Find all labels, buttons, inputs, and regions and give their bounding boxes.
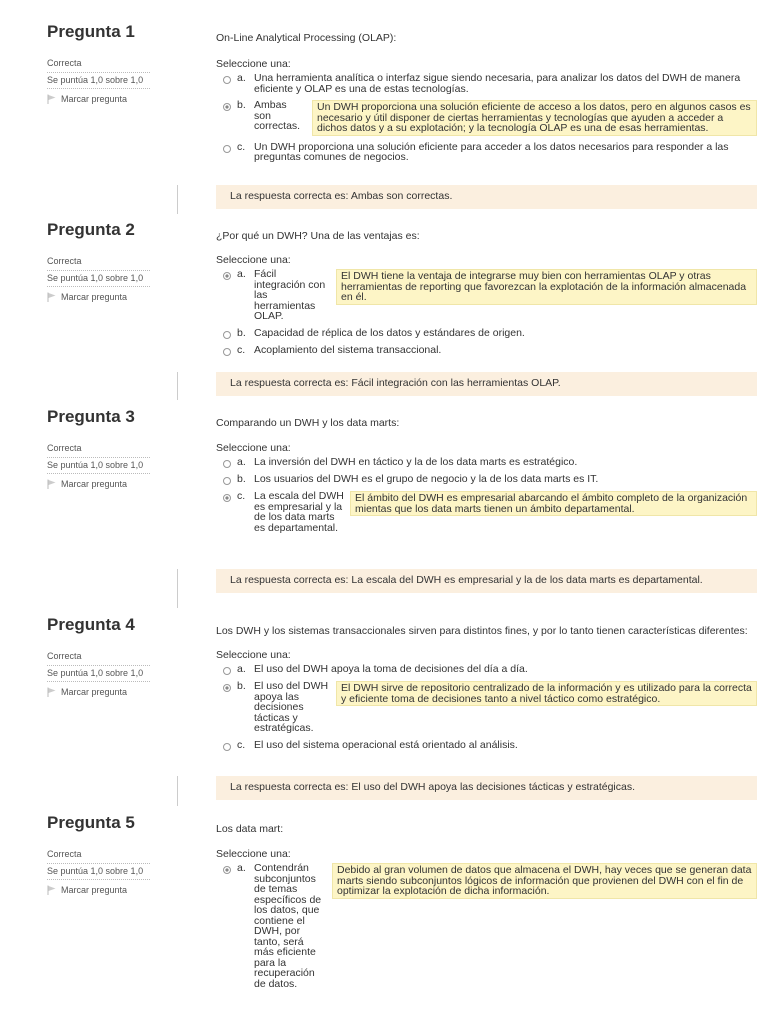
option-letter: a. xyxy=(237,72,246,84)
answer-option-b[interactable] xyxy=(216,328,757,339)
select-prompt: Seleccione una: xyxy=(216,442,291,454)
select-prompt: Seleccione una: xyxy=(216,58,291,70)
question-grade: Se puntúa 1,0 sobre 1,0 xyxy=(47,866,150,880)
flag-question-link[interactable] xyxy=(47,687,150,697)
question-state: Correcta xyxy=(47,443,150,458)
question-text: Comparando un DWH y los data marts: xyxy=(216,417,400,429)
option-letter: a. xyxy=(237,456,246,468)
option-text: El uso del sistema operacional está orientado al análisis. xyxy=(254,738,518,751)
option-text: Contendrán subconjuntos de temas específicos de los datos, que contiene el DWH, por tanto, será más eficiente para la recuperación de datos. xyxy=(254,862,322,990)
radio-button-selected[interactable] xyxy=(223,866,231,874)
answer-list xyxy=(216,269,757,356)
option-letter: c. xyxy=(237,343,246,356)
right-answer-box: La respuesta correcta es: Fácil integración con las herramientas OLAP. xyxy=(216,372,757,396)
radio-button[interactable] xyxy=(223,76,231,84)
radio-button[interactable] xyxy=(223,145,231,153)
option-text: Los usuarios del DWH es el grupo de negocio y la de los data marts es IT. xyxy=(254,473,599,485)
question-content-5 xyxy=(216,823,757,995)
flag-label: Marcar pregunta xyxy=(61,687,128,697)
option-text: La escala del DWH es empresarial y la de los data marts es departamental. xyxy=(254,490,344,534)
radio-button-selected[interactable] xyxy=(223,684,231,692)
answer-option-a[interactable] xyxy=(216,863,757,989)
flag-icon xyxy=(47,292,56,302)
option-text: Capacidad de réplica de los datos y estándares de origen. xyxy=(254,326,525,339)
question-grade: Se puntúa 1,0 sobre 1,0 xyxy=(47,273,150,287)
question-state: Correcta xyxy=(47,651,150,666)
option-text: Un DWH proporciona una solución eficiente para acceder a los datos necesarios para responder a las preguntas comunes de negocios. xyxy=(254,140,729,163)
radio-button[interactable] xyxy=(223,331,231,339)
radio-button[interactable] xyxy=(223,743,231,751)
question-info-3 xyxy=(47,407,150,489)
question-text: ¿Por qué un DWH? Una de las ventajas es: xyxy=(216,230,420,242)
answer-option-c[interactable] xyxy=(216,740,757,751)
question-number: Pregunta 1 xyxy=(47,22,135,41)
question-content-4 xyxy=(216,625,757,757)
answer-option-b[interactable] xyxy=(216,100,757,136)
option-letter: b. xyxy=(237,680,246,692)
option-letter: a. xyxy=(237,663,246,675)
question-content-2 xyxy=(216,230,757,362)
flag-label: Marcar pregunta xyxy=(61,94,128,104)
specific-feedback: Un DWH proporciona una solución eficiente de acceso a los datos, pero en algunos casos es necesario y útil disponer de ciertas herramientas y tecnologías que ayuden a acceder a dichos datos y a su explotación; y la tecnología OLAP es una de esas herramientas. xyxy=(312,100,757,136)
question-grade: Se puntúa 1,0 sobre 1,0 xyxy=(47,460,150,474)
answer-option-a[interactable] xyxy=(216,457,757,468)
flag-label: Marcar pregunta xyxy=(61,292,128,302)
question-info-1 xyxy=(47,22,150,104)
divider xyxy=(177,569,178,608)
answer-option-b[interactable] xyxy=(216,474,757,485)
radio-button[interactable] xyxy=(223,460,231,468)
divider xyxy=(177,776,178,806)
specific-feedback: El DWH sirve de repositorio centralizado de la información y es utilizado para la correcta y eficiente toma de decisiones tanto a nivel táctico como estratégico. xyxy=(336,681,757,706)
answer-list xyxy=(216,457,757,533)
option-letter: a. xyxy=(237,862,246,874)
question-state: Correcta xyxy=(47,58,150,73)
option-letter: a. xyxy=(237,268,246,280)
question-number: Pregunta 4 xyxy=(47,615,135,634)
select-prompt: Seleccione una: xyxy=(216,254,291,266)
radio-button[interactable] xyxy=(223,667,231,675)
answer-option-c[interactable] xyxy=(216,491,757,533)
radio-button[interactable] xyxy=(223,477,231,485)
option-text: Acoplamiento del sistema transaccional. xyxy=(254,343,442,356)
answer-option-a[interactable] xyxy=(216,269,757,322)
flag-question-link[interactable] xyxy=(47,94,150,104)
option-text: El uso del DWH apoya las decisiones tácticas y estratégicas. xyxy=(254,680,329,734)
question-text: Los data mart: xyxy=(216,823,284,835)
option-text: El uso del DWH apoya la toma de decisiones del día a día. xyxy=(254,663,528,675)
right-answer-box: La respuesta correcta es: La escala del DWH es empresarial y la de los data marts es departamental. xyxy=(216,569,757,593)
option-letter: c. xyxy=(237,140,246,153)
question-number: Pregunta 5 xyxy=(47,813,135,832)
select-prompt: Seleccione una: xyxy=(216,848,291,860)
right-answer-box: La respuesta correcta es: Ambas son correctas. xyxy=(216,185,757,209)
question-text: On-Line Analytical Processing (OLAP): xyxy=(216,32,397,44)
option-letter: b. xyxy=(237,326,246,339)
option-letter: c. xyxy=(237,490,246,502)
flag-question-link[interactable] xyxy=(47,885,150,895)
question-text: Los DWH y los sistemas transaccionales sirven para distintos fines, y por lo tanto tienen características diferentes: xyxy=(216,625,748,637)
answer-option-c[interactable] xyxy=(216,345,757,356)
flag-label: Marcar pregunta xyxy=(61,479,128,489)
right-answer-box: La respuesta correcta es: El uso del DWH apoya las decisiones tácticas y estratégicas. xyxy=(216,776,757,800)
question-grade: Se puntúa 1,0 sobre 1,0 xyxy=(47,75,150,89)
option-text: La inversión del DWH en táctico y la de los data marts es estratégico. xyxy=(254,456,578,468)
question-info-5 xyxy=(47,813,150,895)
question-number: Pregunta 2 xyxy=(47,220,135,239)
select-prompt: Seleccione una: xyxy=(216,649,291,661)
question-grade: Se puntúa 1,0 sobre 1,0 xyxy=(47,668,150,682)
flag-question-link[interactable] xyxy=(47,479,150,489)
flag-question-link[interactable] xyxy=(47,292,150,302)
option-text: Una herramienta analítica o interfaz sigue siendo necesaria, para analizar los datos del DWH de manera eficiente y OLAP es una de estas tecnologías. xyxy=(254,72,741,95)
answer-option-a[interactable] xyxy=(216,664,757,675)
specific-feedback: El ámbito del DWH es empresarial abarcando el ámbito completo de la organización mientas que los data marts tienen un ámbito departamental. xyxy=(350,491,757,516)
answer-list xyxy=(216,73,757,163)
flag-icon xyxy=(47,687,56,697)
divider xyxy=(177,372,178,400)
flag-icon xyxy=(47,94,56,104)
answer-option-b[interactable] xyxy=(216,681,757,734)
answer-option-c[interactable] xyxy=(216,142,757,163)
question-state: Correcta xyxy=(47,256,150,271)
specific-feedback: Debido al gran volumen de datos que almacena el DWH, hay veces que se generan data marts siendo subconjuntos lógicos de información que provienen del DWH con el fin de optimizar la explotación de dicha información. xyxy=(332,863,757,899)
option-letter: c. xyxy=(237,738,246,751)
question-number: Pregunta 3 xyxy=(47,407,135,426)
answer-option-a[interactable] xyxy=(216,73,757,94)
option-text: Fácil integración con las herramientas OLAP. xyxy=(254,268,326,322)
radio-button-selected[interactable] xyxy=(223,103,231,111)
question-state: Correcta xyxy=(47,849,150,864)
flag-icon xyxy=(47,479,56,489)
answer-list xyxy=(216,863,757,989)
question-info-2 xyxy=(47,220,150,302)
answer-list xyxy=(216,664,757,751)
flag-label: Marcar pregunta xyxy=(61,885,128,895)
question-info-4 xyxy=(47,615,150,697)
question-content-3 xyxy=(216,417,757,539)
question-content-1 xyxy=(216,32,757,169)
radio-button[interactable] xyxy=(223,348,231,356)
divider xyxy=(177,185,178,214)
flag-icon xyxy=(47,885,56,895)
radio-button-selected[interactable] xyxy=(223,272,231,280)
specific-feedback: El DWH tiene la ventaja de integrarse muy bien con herramientas OLAP y otras herramientas de reporting que favorezcan la explotación de la información almacenada en él. xyxy=(336,269,757,305)
option-letter: b. xyxy=(237,99,246,111)
option-text: Ambas son correctas. xyxy=(254,99,301,132)
radio-button-selected[interactable] xyxy=(223,494,231,502)
option-letter: b. xyxy=(237,473,246,485)
